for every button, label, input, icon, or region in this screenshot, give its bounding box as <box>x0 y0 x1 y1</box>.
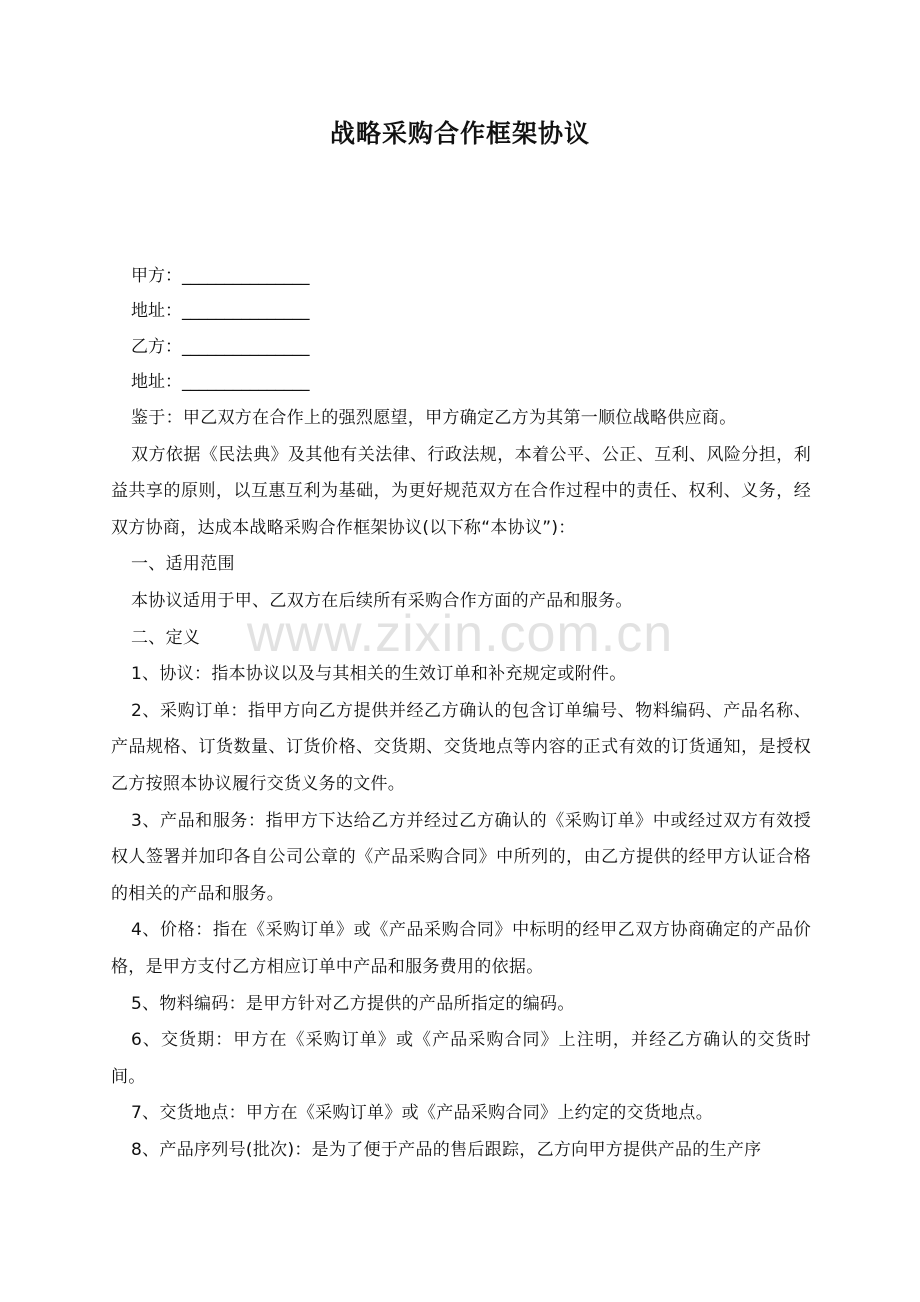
section-heading-definitions: 二、定义 <box>131 627 201 648</box>
whereas-paragraph: 鉴于：甲乙双方在合作上的强烈愿望，甲方确定乙方为其第一顺位战略供应商。 <box>131 408 737 428</box>
section-heading-scope: 一、适用范围 <box>131 554 235 575</box>
watermark: www.zixin.com.cn <box>246 605 674 663</box>
definition-item: 1、协议：指本协议以及与其相关的生效订单和补充规定或附件。 <box>131 664 627 685</box>
definition-item: 7、交货地点：甲方在《采购订单》或《产品采购合同》上约定的交货地点。 <box>131 1103 714 1124</box>
definition-item: 2、采购订单：指甲方向乙方提供并经乙方确认的包含订单编号、物料编码、产品名称、产品规格、订货数量、订货价格、交货期、交货地点等内容的正式有效的订货通知，是授权乙方按照本协议履行交货义务的文件。 <box>111 700 811 794</box>
party-a-blank: _______________ <box>182 266 310 286</box>
party-b-field <box>131 329 310 365</box>
document-body <box>111 400 811 1168</box>
definition-item: 5、物料编码：是甲方针对乙方提供的产品所指定的编码。 <box>131 993 575 1014</box>
definition-item: 8、产品序列号(批次)：是为了便于产品的售后跟踪，乙方向甲方提供产品的生产序 <box>131 1139 762 1160</box>
party-a-label: 甲方： <box>131 266 182 286</box>
party-a-field <box>131 258 310 294</box>
party-a-address-label: 地址： <box>131 301 182 321</box>
definition-item: 6、交货期：甲方在《采购订单》或《产品采购合同》上注明，并经乙方确认的交货时间。 <box>111 1030 811 1087</box>
definition-item: 4、价格：指在《采购订单》或《产品采购合同》中标明的经甲乙双方协商确定的产品价格，是甲方支付乙方相应订单中产品和服务费用的依据。 <box>111 920 811 977</box>
party-b-address-label: 地址： <box>131 372 182 392</box>
party-b-address-blank: _______________ <box>182 372 310 392</box>
party-b-blank: _______________ <box>182 337 310 357</box>
party-b-address-field <box>131 364 310 400</box>
party-a-address-field <box>131 293 310 329</box>
definition-item: 3、产品和服务：指甲方下达给乙方并经过乙方确认的《采购订单》中或经过双方有效授权人签署并加印各自公司公章的《产品采购合同》中所列的，由乙方提供的经甲方认证合格的相关的产品和服务。 <box>111 810 811 904</box>
party-a-address-blank: _______________ <box>182 301 310 321</box>
document-title: 战略采购合作框架协议 <box>329 119 590 148</box>
scope-paragraph: 本协议适用于甲、乙双方在后续所有采购合作方面的产品和服务。 <box>131 590 633 611</box>
basis-paragraph: 双方依据《民法典》及其他有关法律、行政法规，本着公平、公正、互利、风险分担，利益共享的原则，以互惠互利为基础，为更好规范双方在合作过程中的责任、权利、义务，经双方协商，达成本战略采购合作框架协议(以下称“本协议”)： <box>111 444 811 538</box>
party-b-label: 乙方： <box>131 337 182 357</box>
